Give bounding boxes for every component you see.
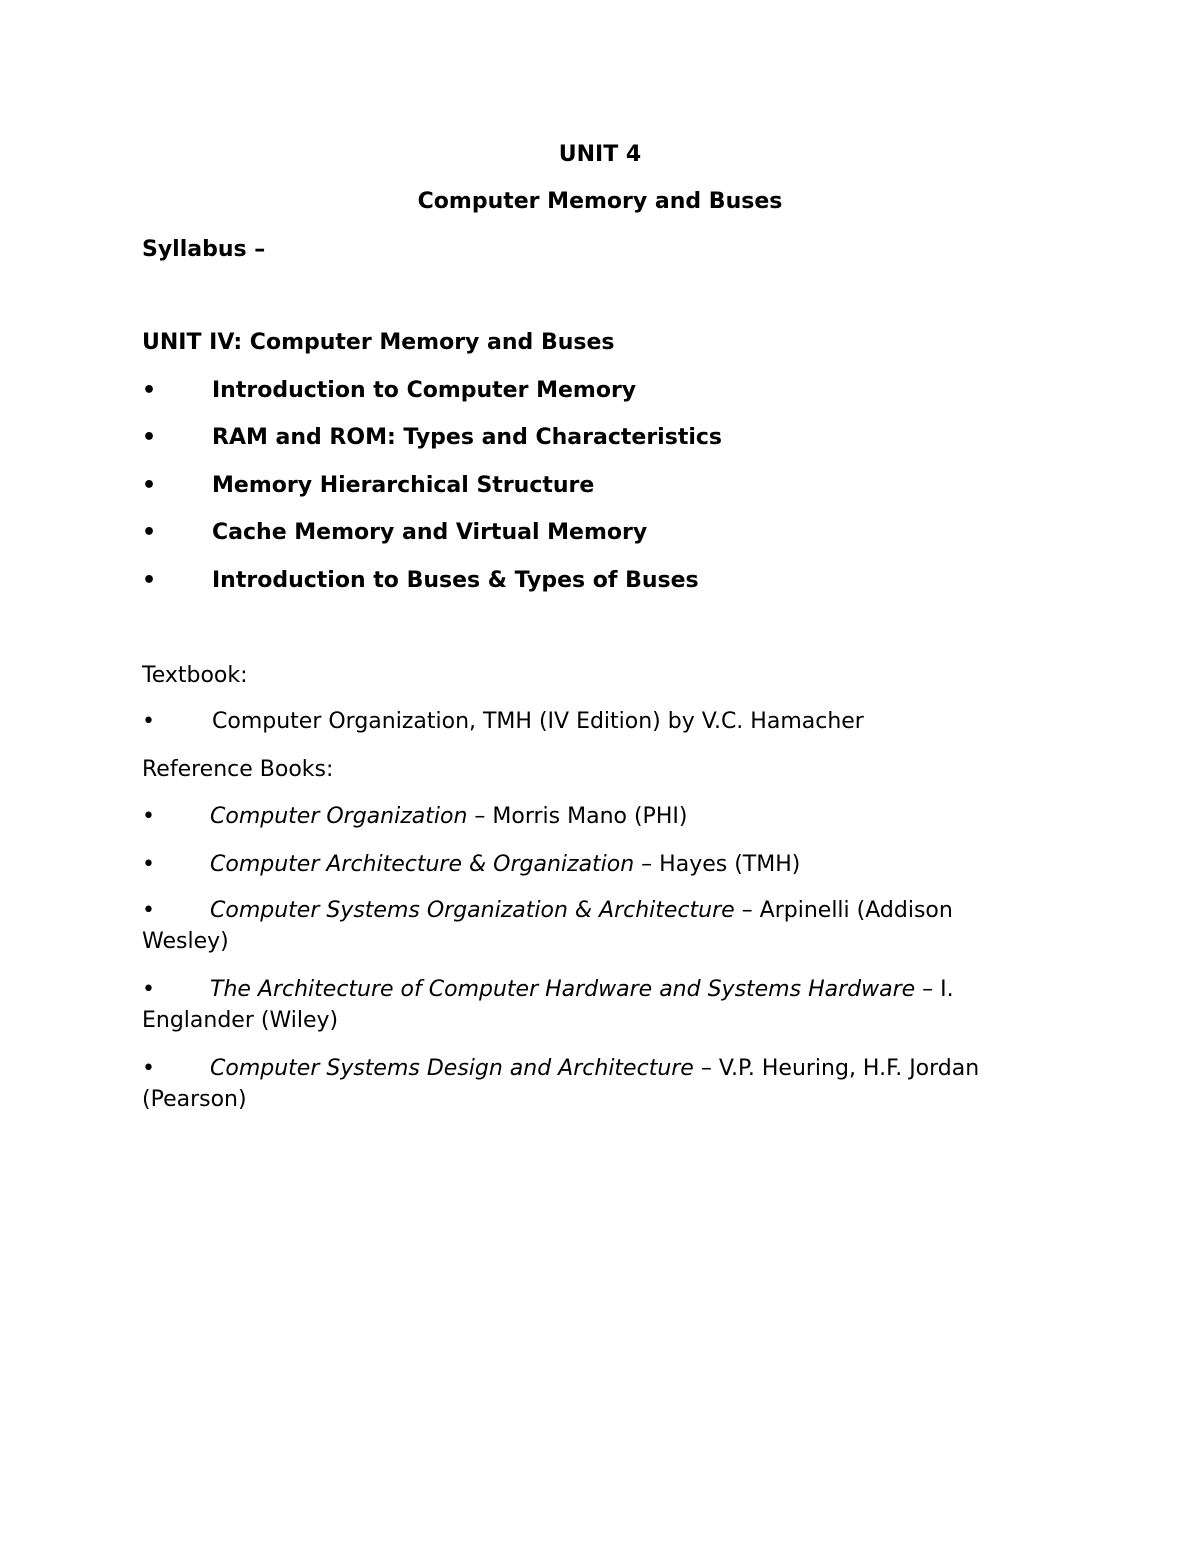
reference-item (142, 849, 1042, 880)
syllabus-label: Syllabus – (142, 237, 266, 262)
bullet-icon: • (142, 1056, 155, 1081)
reference-item (142, 801, 1042, 832)
reference-title: The Architecture of Computer Hardware and Systems Hardware (210, 977, 916, 1002)
reference-title: Computer Systems Design and Architecture (210, 1056, 694, 1081)
syllabus-item-text: RAM and ROM: Types and Characteristics (212, 425, 723, 450)
reference-author: – I. Englander (Wiley) (142, 977, 954, 1033)
references-label: Reference Books: (142, 757, 334, 782)
reference-author: – Hayes (TMH) (634, 852, 801, 877)
bullet-icon: • (142, 425, 157, 450)
reference-item (142, 974, 1042, 1036)
reference-item (142, 895, 1042, 957)
syllabus-item-text: Memory Hierarchical Structure (212, 473, 595, 498)
syllabus-item-text: Introduction to Buses & Types of Buses (212, 568, 699, 593)
syllabus-item-text: Introduction to Computer Memory (212, 378, 637, 403)
reference-title: Computer Systems Organization & Architecture (210, 898, 735, 923)
bullet-icon: • (142, 568, 157, 593)
bullet-icon: • (142, 898, 155, 923)
page-title: Computer Memory and Buses (417, 189, 783, 214)
bullet-icon: • (142, 852, 155, 877)
bullet-icon: • (142, 378, 157, 403)
reference-title: Computer Organization (210, 804, 468, 829)
reference-author: – Arpinelli (Addison Wesley) (142, 898, 953, 954)
unit-number: UNIT 4 (558, 142, 642, 167)
bullet-icon: • (142, 520, 157, 545)
textbook-label: Textbook: (142, 663, 248, 688)
reference-title: Computer Architecture & Organization (210, 852, 635, 877)
bullet-icon: • (142, 709, 155, 734)
reference-author: – Morris Mano (PHI) (467, 804, 688, 829)
syllabus-heading: UNIT IV: Computer Memory and Buses (142, 330, 615, 355)
bullet-icon: • (142, 977, 155, 1002)
textbook-item-text: Computer Organization, TMH (IV Edition) by V.C. Hamacher (212, 709, 864, 734)
bullet-icon: • (142, 473, 157, 498)
reference-item (142, 1053, 1042, 1115)
bullet-icon: • (142, 804, 155, 829)
reference-author: – V.P. Heuring, H.F. Jordan (Pearson) (142, 1056, 980, 1112)
syllabus-item-text: Cache Memory and Virtual Memory (212, 520, 648, 545)
